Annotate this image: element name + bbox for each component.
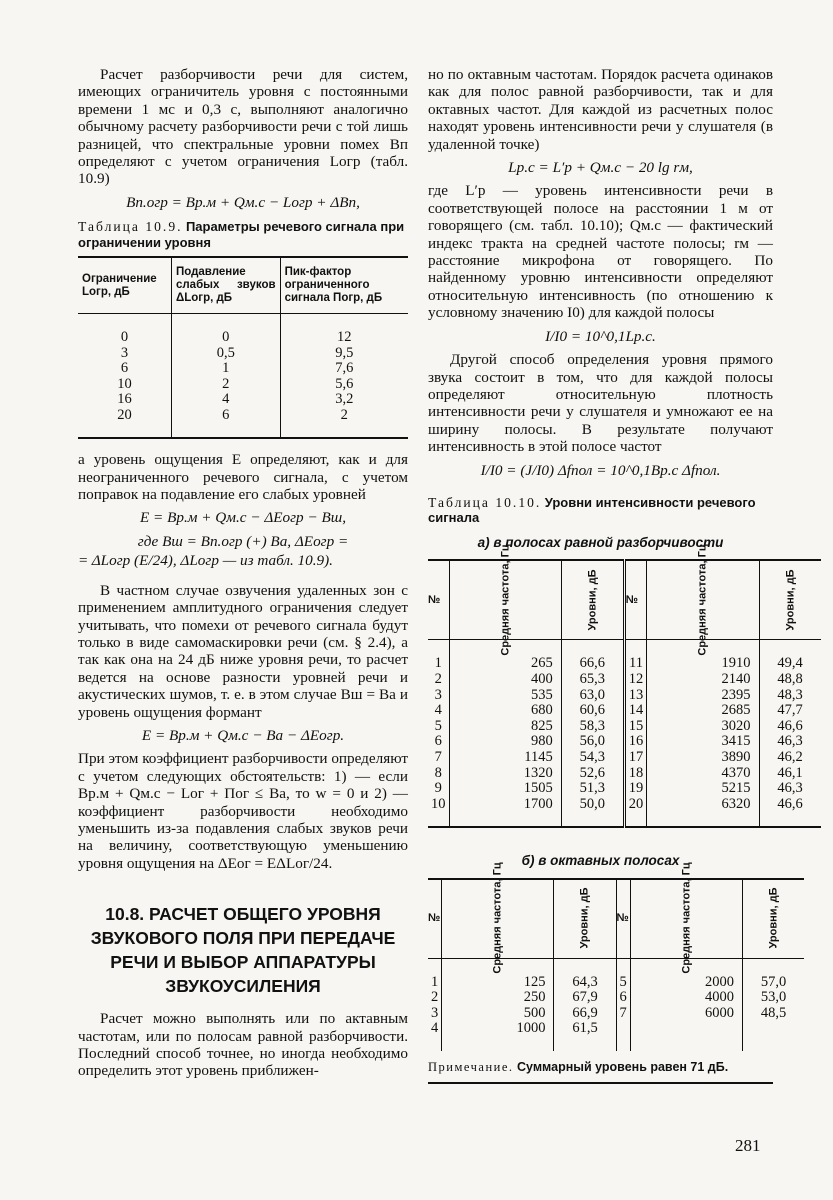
- table-header-row: [428, 560, 821, 640]
- header-cell: №: [428, 560, 449, 640]
- table-row: [78, 314, 408, 346]
- table-subtitle-b: б) в октавных полосах: [521, 853, 680, 869]
- cell: 13: [624, 688, 647, 704]
- cell: 15: [624, 719, 647, 735]
- cell: 2: [280, 408, 408, 439]
- table-row: [428, 640, 821, 672]
- table-row: [428, 766, 821, 782]
- header-cell: Уровни, дБ: [743, 879, 805, 959]
- table-row: [428, 719, 821, 735]
- cell: 3415: [647, 734, 759, 750]
- cell: 19: [624, 781, 647, 797]
- table-subtitle-a: а) в полосах равной разборчивости: [477, 534, 724, 550]
- paragraph: При этом коэффициент разборчивости определяют с учетом следующих обстоятельств: 1) — если Bр.м + Qм.с − Lог + Пог ≤ Bа, то w = 0 и 2) —коэффициент разборчивости необходимо уменьшить из-за подавления слабых звуков речи на величину, соответствующую уменьшению уровня ощущения на ΔEог = EΔLог/24.: [78, 750, 408, 872]
- cell: 50,0: [561, 797, 624, 828]
- paragraph: Расчет разборчивости речи для систем, имеющих ограничитель уровня с постоянными времени 1 мс и 0,3 с, выполняют аналогично обычному расчету разборчивости речи с той лишь разницей, что спектральные уровни помех Bп определяют с учетом ограничения Lогр (табл. 10.9): [78, 66, 408, 188]
- cell: 3: [120, 344, 129, 361]
- cell: 20: [624, 797, 647, 828]
- cell: 4: [431, 1020, 439, 1037]
- cell: 6: [120, 360, 129, 377]
- header-cell: Ограничение Lогр, дБ: [78, 257, 171, 314]
- cell: 7: [434, 748, 442, 765]
- paragraph: Другой способ определения уровня прямого звука состоит в том, что для каждой полосы определяют относительную плотность интенсивности речи у слушателя и умножают ее на ширину полосы. В результате получают интенсивность в этой полосе частот: [428, 351, 773, 456]
- table-row: [428, 750, 821, 766]
- cell: 2000: [630, 958, 742, 990]
- cell: 11: [624, 640, 647, 672]
- cell: 265: [449, 640, 561, 672]
- cell: 54,3: [561, 750, 624, 766]
- header-cell: Уровни, дБ: [554, 879, 616, 959]
- table-10-9-caption: [78, 219, 408, 250]
- cell: 3: [434, 686, 442, 703]
- cell: 7: [616, 1006, 630, 1022]
- cell: 0: [171, 314, 280, 346]
- cell: 1700: [449, 797, 561, 828]
- note-text: Суммарный уровень равен 71 дБ.: [517, 1060, 729, 1075]
- cell: 52,6: [561, 766, 624, 782]
- table-10-10-caption: [428, 495, 773, 526]
- table-10-10-a: [428, 544, 821, 828]
- table-row: [428, 703, 821, 719]
- cell: 47,7: [759, 703, 821, 719]
- cell: 64,3: [554, 958, 616, 990]
- left-column: [78, 66, 408, 1080]
- cell: 10: [428, 797, 449, 828]
- cell: [630, 1021, 742, 1051]
- table-title: Параметры речевого сигнала при ограничении уровня: [78, 219, 405, 250]
- cell: 2: [434, 670, 442, 687]
- header-cell: Средняя частота, Гц: [647, 560, 759, 640]
- formula: I/I0 = (J/I0) Δfпол = 10^0,1Bр.с Δfпол.: [480, 461, 721, 479]
- cell: 0,5: [171, 346, 280, 362]
- cell: 535: [449, 688, 561, 704]
- cell: 18: [624, 766, 647, 782]
- cell: 4: [434, 702, 442, 719]
- cell: 56,0: [561, 734, 624, 750]
- cell: 6000: [630, 1006, 742, 1022]
- table-label: Таблица 10.10.: [428, 494, 542, 510]
- cell: 58,3: [561, 719, 624, 735]
- cell: 48,8: [759, 672, 821, 688]
- cell: 680: [449, 703, 561, 719]
- cell: 250: [442, 990, 554, 1006]
- header-cell: Уровни, дБ: [561, 560, 624, 640]
- page-number: 281: [735, 1136, 761, 1155]
- table-row: [428, 734, 821, 750]
- cell: 46,3: [759, 781, 821, 797]
- cell: 0: [120, 329, 129, 346]
- cell: 9: [434, 780, 442, 797]
- cell: 48,3: [759, 688, 821, 704]
- cell: 5215: [647, 781, 759, 797]
- cell: 4370: [647, 766, 759, 782]
- cell: 1505: [449, 781, 561, 797]
- header-cell: №: [428, 879, 442, 959]
- cell: 400: [449, 672, 561, 688]
- table-row: [78, 346, 408, 362]
- header-cell: Уровни, дБ: [759, 560, 821, 640]
- cell: 1: [171, 361, 280, 377]
- formula: = ΔLогр (E/24), ΔLогр — из табл. 10.9).: [78, 552, 333, 570]
- cell: 46,2: [759, 750, 821, 766]
- cell: 125: [442, 958, 554, 990]
- cell: 7,6: [280, 361, 408, 377]
- cell: 1: [431, 973, 439, 990]
- cell: 3890: [647, 750, 759, 766]
- cell: 12: [280, 314, 408, 346]
- cell: 8: [434, 764, 442, 781]
- cell: 4: [171, 392, 280, 408]
- cell: 60,6: [561, 703, 624, 719]
- cell: 53,0: [743, 990, 805, 1006]
- note-label: Примечание.: [428, 1060, 514, 1075]
- formula: E = Bр.м + Qм.с − ΔEогр − Bш,: [139, 509, 347, 527]
- cell: 46,1: [759, 766, 821, 782]
- header-cell: Средняя частота, Гц: [442, 879, 554, 959]
- cell: 49,4: [759, 640, 821, 672]
- cell: 46,3: [759, 734, 821, 750]
- cell: 63,0: [561, 688, 624, 704]
- cell: 6320: [647, 797, 759, 828]
- cell: 66,6: [561, 640, 624, 672]
- cell: 67,9: [554, 990, 616, 1006]
- header-cell: №: [616, 879, 630, 959]
- header-cell: №: [624, 560, 647, 640]
- table-header-row: [428, 879, 804, 959]
- formula: E = Bр.м + Qм.с − Bа − ΔEогр.: [141, 726, 345, 744]
- cell: 46,6: [759, 797, 821, 828]
- cell: 1320: [449, 766, 561, 782]
- table-title: Уровни интенсивности речевого сигнала: [428, 494, 756, 526]
- section-heading: 10.8. РАСЧЕТ ОБЩЕГО УРОВНЯ ЗВУКОВОГО ПОЛЯ ПРИ ПЕРЕДАЧЕ РЕЧИ И ВЫБОР АППАРАТУРЫ ЗВУКОУСИЛЕНИЯ: [90, 904, 396, 997]
- header-cell: Средняя частота, Гц: [630, 879, 742, 959]
- table-row: [428, 781, 821, 797]
- formula: где Bш = Bп.огр (+) Bа, ΔEогр =: [137, 532, 349, 550]
- cell: 2: [171, 377, 280, 393]
- table-10-10-b: [428, 862, 804, 1051]
- cell: 2395: [647, 688, 759, 704]
- cell: 61,5: [554, 1021, 616, 1051]
- cell: 825: [449, 719, 561, 735]
- cell: 3020: [647, 719, 759, 735]
- cell: 5,6: [280, 377, 408, 393]
- header-cell: Средняя частота, Гц: [449, 560, 561, 640]
- table-row: [428, 672, 821, 688]
- table-row: [428, 797, 821, 828]
- cell: 51,3: [561, 781, 624, 797]
- cell: 16: [624, 734, 647, 750]
- cell: 1000: [442, 1021, 554, 1051]
- cell: 1910: [647, 640, 759, 672]
- cell: 46,6: [759, 719, 821, 735]
- cell: 17: [624, 750, 647, 766]
- table-row: [78, 377, 408, 393]
- header-cell: Подавление слабых звуков ΔLогр, дБ: [171, 257, 280, 314]
- table-row: [428, 1006, 804, 1022]
- formula: Lр.с = L′р + Qм.с − 20 lg rм,: [508, 159, 693, 177]
- header-cell: Пик-фактор ограниченного сигнала Пoгр, дБ: [280, 257, 408, 314]
- cell: 20: [78, 408, 171, 439]
- paragraph: но по октавным частотам. Порядок расчета одинаков как для полос равной разборчивости, так и для октавных частот. Для каждой из расчетных полос находят уровень интенсивности речи у слушателя (в удаленной точке): [428, 66, 773, 153]
- cell: 12: [624, 672, 647, 688]
- table-row: [428, 688, 821, 704]
- right-column: [428, 66, 803, 1084]
- cell: 6: [171, 408, 280, 439]
- table-10-9: [78, 256, 408, 439]
- cell: 2140: [647, 672, 759, 688]
- cell: 6: [616, 990, 630, 1006]
- table-row: [428, 958, 804, 990]
- paragraph: где L′р — уровень интенсивности речи в соответствующей полосе на расстоянии 1 м от говорящего (см. табл. 10.10); Qм.с — фактический индекс тракта на средней частоте полосы; rм — расстояние микрофона от говорящего. По найденному уровню интенсивности определяют относительную интенсивность (по отношению к условному значению I0) для каждой полосы: [428, 182, 773, 322]
- formula: Bп.огр = Bр.м + Qм.с − Lогр + ΔBп,: [126, 193, 360, 211]
- formula: I/I0 = 10^0,1Lр.с.: [545, 327, 656, 345]
- table-row: [78, 408, 408, 439]
- paragraph: В частном случае озвучения удаленных зон с применением амплитудного ограничения следует учитывать, что помехи от речевого сигнала будут только в виде самомаскировки речи (см. § 2.4), а так как она на 24 дБ ниже уровня речи, то расчет ведется на основе разности уровней речи и акустических шумов, т. е. в этом случае Bш = Bа и уровень ощущения формант: [78, 581, 408, 721]
- table-row: [78, 361, 408, 377]
- cell: 9,5: [280, 346, 408, 362]
- cell: 500: [442, 1006, 554, 1022]
- cell: 16: [117, 391, 132, 408]
- cell: 4000: [630, 990, 742, 1006]
- cell: 57,0: [743, 958, 805, 990]
- cell: 66,9: [554, 1006, 616, 1022]
- cell: 5: [434, 717, 442, 734]
- cell: 1145: [449, 750, 561, 766]
- cell: [743, 1021, 805, 1051]
- paragraph: а уровень ощущения E определяют, как и для неограниченного речевого сигнала, с учетом поправок на подавление его слабых уровней: [78, 451, 408, 504]
- table-row: [428, 1021, 804, 1051]
- cell: 1: [434, 655, 442, 672]
- cell: 3,2: [280, 392, 408, 408]
- cell: [616, 1021, 630, 1051]
- cell: 2685: [647, 703, 759, 719]
- cell: 10: [117, 375, 132, 392]
- cell: 2: [431, 989, 439, 1006]
- paragraph: Расчет можно выполнять или по актавным частотам, или по полосам равной разборчивости. Последний способ точнее, но иногда необходимо определить этот уровень приближен-: [78, 1010, 408, 1080]
- cell: 6: [434, 733, 442, 750]
- cell: 48,5: [743, 1006, 805, 1022]
- table-note: [428, 1059, 773, 1084]
- cell: 5: [616, 958, 630, 990]
- cell: 14: [624, 703, 647, 719]
- cell: 65,3: [561, 672, 624, 688]
- table-row: [78, 392, 408, 408]
- table-header-row: [78, 257, 408, 314]
- cell: 3: [431, 1004, 439, 1021]
- table-label: Таблица 10.9.: [78, 219, 183, 235]
- table-row: [428, 990, 804, 1006]
- cell: 980: [449, 734, 561, 750]
